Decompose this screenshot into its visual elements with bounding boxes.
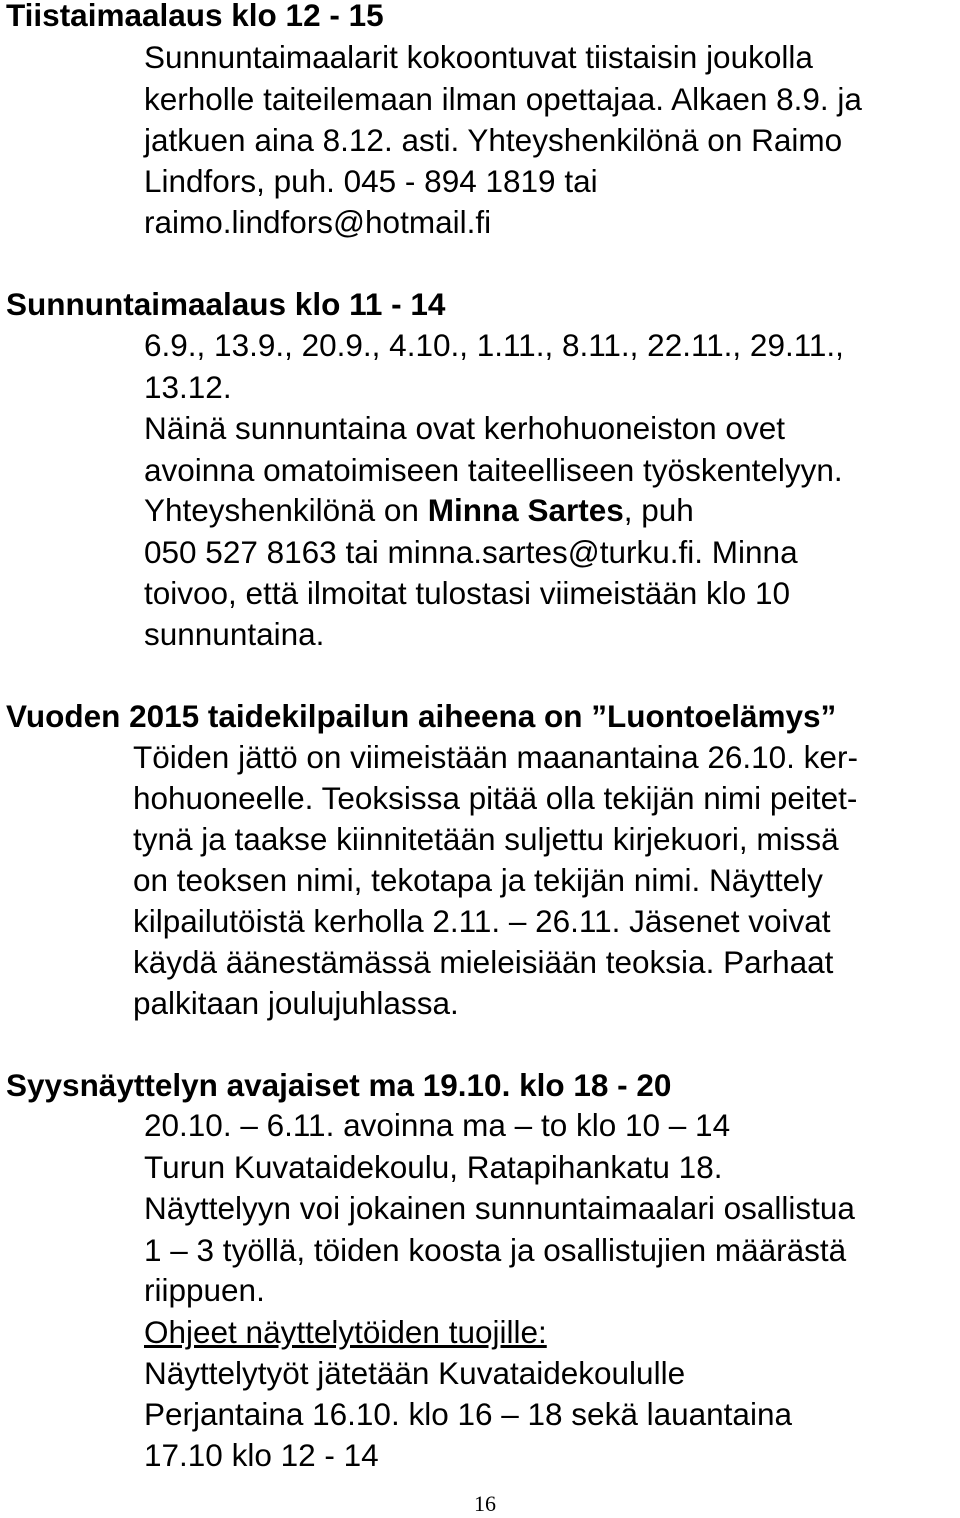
sunday-text-line: sunnuntaina. [144, 616, 325, 652]
competition-text-line: palkitaan joulujuhlassa. [133, 985, 459, 1021]
sunday-text-line: toivoo, että ilmoitat tulostasi viimeistään klo 10 [144, 575, 791, 611]
contact-suffix: , puh [623, 492, 694, 528]
sunday-dates-line: 6.9., 13.9., 20.9., 4.10., 1.11., 8.11., 22.11., 29.11., [144, 327, 844, 363]
instructions-heading: Ohjeet näyttelytöiden tuojille: [144, 1314, 547, 1350]
autumn-text-line: riippuen. [144, 1272, 265, 1308]
tuesday-email: raimo.lindfors@hotmail.fi [144, 204, 492, 240]
tuesday-heading: Tiistaimaalaus klo 12 - 15 [6, 0, 384, 33]
sunday-text-line: 050 527 8163 tai minna.sartes@turku.fi. Minna [144, 534, 798, 570]
autumn-text-line: 1 – 3 työllä, töiden koosta ja osallistujien määrästä [144, 1232, 847, 1268]
contact-prefix: Yhteyshenkilönä on [144, 492, 428, 528]
sunday-dates-line: 13.12. [144, 369, 232, 405]
instructions-line: Näyttelytyöt jätetään Kuvataidekoululle [144, 1355, 686, 1391]
tuesday-text-line: Lindfors, puh. 045 - 894 1819 tai [144, 163, 598, 199]
contact-name: Minna Sartes [427, 492, 624, 528]
sunday-text-line: avoinna omatoimiseen taiteelliseen työskentelyyn. [144, 452, 843, 488]
tuesday-text-line: Sunnuntaimaalarit kokoontuvat tiistaisin joukolla [144, 39, 813, 75]
competition-text-line: Töiden jättö on viimeistään maanantaina 26.10. ker- [133, 739, 858, 775]
autumn-text-line: 20.10. – 6.11. avoinna ma – to klo 10 – 14 [144, 1107, 731, 1143]
instructions-line: Perjantaina 16.10. klo 16 – 18 sekä lauantaina [144, 1396, 792, 1432]
sunday-contact-line [144, 489, 694, 531]
autumn-heading: Syysnäyttelyn avajaiset ma 19.10. klo 18 - 20 [6, 1067, 672, 1103]
tuesday-text-line: kerholle taiteilemaan ilman opettajaa. Alkaen 8.9. ja [144, 81, 862, 117]
tuesday-text-line: jatkuen aina 8.12. asti. Yhteyshenkilönä on Raimo [144, 122, 843, 158]
competition-heading: Vuoden 2015 taidekilpailun aiheena on ”Luontoelämys” [6, 698, 837, 734]
page-number: 16 [474, 1491, 496, 1516]
competition-text-line: kilpailutöistä kerholla 2.11. – 26.11. Jäsenet voivat [133, 903, 831, 939]
competition-text-line: on teoksen nimi, tekotapa ja tekijän nimi. Näyttely [133, 862, 823, 898]
sunday-heading: Sunnuntaimaalaus klo 11 - 14 [6, 286, 446, 322]
competition-text-line: käydä äänestämässä mieleisiään teoksia. Parhaat [133, 944, 834, 980]
instructions-line: 17.10 klo 12 - 14 [144, 1437, 379, 1473]
competition-text-line: tynä ja taakse kiinnitetään suljettu kirjekuori, missä [133, 821, 839, 857]
autumn-text-line: Turun Kuvataidekoulu, Ratapihankatu 18. [144, 1149, 723, 1185]
autumn-text-line: Näyttelyyn voi jokainen sunnuntaimaalari osallistua [144, 1190, 855, 1226]
competition-text-line: hohuoneelle. Teoksissa pitää olla tekijän nimi peitet- [133, 780, 858, 816]
sunday-text-line: Näinä sunnuntaina ovat kerhohuoneiston ovet [144, 410, 785, 446]
